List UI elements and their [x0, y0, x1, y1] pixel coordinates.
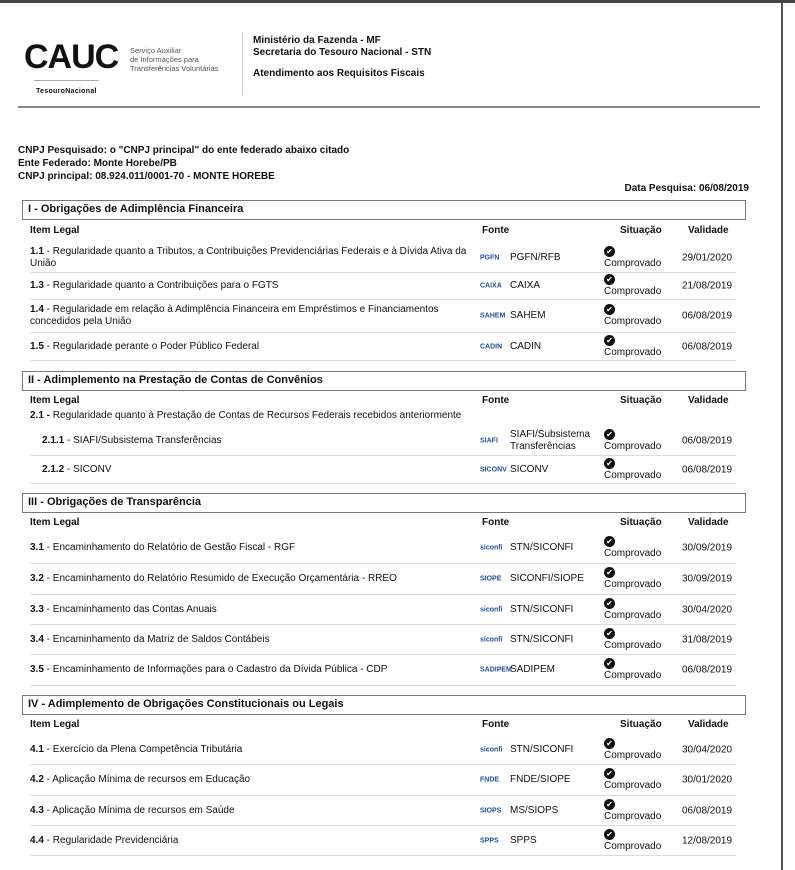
source-logo-icon: siconfi	[480, 544, 503, 552]
table-row: 1.5 - Regularidade perante o Poder Público Federal CADIN CADIN ✔ Comprovado 06/08/2019	[30, 333, 736, 361]
source-logo-icon: SIAFI	[480, 437, 498, 444]
source-logo-icon: siconfi	[480, 636, 503, 643]
source-logo-icon: siconfi	[480, 746, 503, 753]
status: ✔ Comprovado	[604, 246, 662, 269]
status: ✔ Comprovado	[604, 598, 662, 621]
table-row: 4.4 - Regularidade Previdenciária SPPS SPPS ✔ Comprovado 12/08/2019	[30, 826, 736, 856]
section-header: I - Obrigações de Adimplência Financeira	[22, 200, 746, 220]
source-logo-icon: SIOPE	[480, 575, 502, 583]
table-row: 2.1.1 - SIAFI/Subsistema Transferências SIAFI SIAFI/Subsistema Transferências ✔ Comprovado 06/08/2019	[30, 426, 736, 456]
status: ✔ Comprovado	[604, 799, 662, 822]
section-header: III - Obrigações de Transparência	[22, 493, 746, 513]
check-circle-icon: ✔	[604, 738, 615, 749]
source-logo-icon: PGFN	[480, 254, 500, 261]
status: ✔ Comprovado	[604, 537, 662, 559]
entity-info: CNPJ Pesquisado: o "CNPJ principal" do ente federado abaixo citado Ente Federado: Monte Horebe/PB CNPJ principal: 08.924.011/0001-70 - MONTE HOREBE	[18, 145, 350, 182]
check-circle-icon: ✔	[604, 429, 615, 440]
status: ✔ Comprovado	[604, 305, 662, 327]
table-row: 1.1 - Regularidade quanto a Tributos, a Contribuições Previdenciárias Federais e à Dívida Ativa da União PGFN PGFN/RFB ✔ Comprovado 29/01/2020	[30, 243, 736, 273]
status: ✔ Comprovado	[604, 335, 662, 358]
check-circle-icon: ✔	[604, 567, 615, 578]
source-logo-icon: CADIN	[480, 343, 503, 350]
table-row: 1.3 - Regularidade quanto a Contribuições para o FGTS CAIXA CAIXA ✔ Comprovado 21/08/2019	[30, 273, 736, 300]
table-row: 4.1 - Exercício da Plena Competência Tributária siconfi STN/SICONFI ✔ Comprovado 30/04/2020	[30, 735, 736, 765]
source-logo-icon: SIOPS	[480, 807, 502, 814]
check-circle-icon: ✔	[604, 304, 615, 315]
page-title: Atendimento aos Requisitos Fiscais	[253, 68, 425, 79]
status: ✔ Comprovado	[604, 429, 662, 452]
table-row: 4.2 - Aplicação Mínima de recursos em Educação FNDE FNDE/SIOPE ✔ Comprovado 30/01/2020	[30, 765, 736, 796]
column-headers: Item Legal Fonte Situação Validade	[30, 395, 729, 406]
status: ✔ Comprovado	[604, 275, 662, 297]
check-circle-icon: ✔	[604, 246, 615, 257]
table-row: 4.3 - Aplicação Mínima de recursos em Saúde SIOPS MS/SIOPS ✔ Comprovado 06/08/2019	[30, 796, 736, 826]
table-row: 3.5 - Encaminhamento de Informações para o Cadastro da Dívida Pública - CDP SADIPEM SADIPEM ✔ Comprovado 06/08/2019	[30, 655, 736, 686]
source-logo-icon: SAHEM	[480, 312, 506, 320]
column-headers: Item Legal Fonte Situação Validade	[30, 719, 729, 730]
source-logo-icon: CAIXA	[480, 282, 502, 290]
table-row: 2.1.2 - SICONV SICONV SICONV ✔ Comprovado 06/08/2019	[30, 456, 736, 484]
check-circle-icon: ✔	[604, 598, 615, 609]
source-logo-icon: FNDE	[480, 776, 500, 784]
subheading: 2.1 - Regularidade quanto à Prestação de Contas de Recursos Federais recebidos anteriormente	[30, 410, 462, 421]
status: ✔ Comprovado	[604, 659, 662, 681]
status: ✔ Comprovado	[604, 829, 662, 852]
check-circle-icon: ✔	[604, 335, 615, 346]
source-logo-icon: SPPS	[480, 837, 499, 844]
search-date: Data Pesquisa: 06/08/2019	[624, 183, 749, 194]
table-row: 3.1 - Encaminhamento do Relatório de Gestão Fiscal - RGF siconfi STN/SICONFI ✔ Comprovado 30/09/2019	[30, 533, 736, 564]
table-row: 3.3 - Encaminhamento das Contas Anuais siconfi STN/SICONFI ✔ Comprovado 30/04/2020	[30, 595, 736, 625]
status: ✔ Comprovado	[604, 458, 662, 481]
source-logo-icon: siconfi	[480, 606, 503, 613]
status: ✔ Comprovado	[604, 568, 662, 590]
ministry-info: Ministério da Fazenda - MF Secretaria do Tesouro Nacional - STN Atendimento aos Requisitos Fiscais	[253, 35, 432, 79]
table-row: 3.2 - Encaminhamento do Relatório Resumido de Execução Orçamentária - RREO SIOPE SICONFI/SIOPE ✔ Comprovado 30/09/2019	[30, 564, 736, 595]
status: ✔ Comprovado	[604, 628, 662, 651]
source-logo-icon: SICONV	[480, 466, 507, 473]
check-circle-icon: ✔	[604, 536, 615, 547]
section-header: II - Adimplemento na Prestação de Contas de Convênios	[22, 371, 746, 391]
document-header: CAUC Serviço Auxiliar de Informações para Transferências Voluntárias TesouroNacional Ministério da Fazenda - MF Secretaria do Tesouro Nacional - STN Atendimento aos Requisitos Fiscais	[24, 35, 432, 95]
status: ✔ Comprovado	[604, 738, 662, 761]
check-circle-icon: ✔	[604, 829, 615, 840]
check-circle-icon: ✔	[604, 274, 615, 285]
check-circle-icon: ✔	[604, 458, 615, 469]
column-headers: Item Legal Fonte Situação Validade	[30, 225, 729, 236]
check-circle-icon: ✔	[604, 658, 615, 669]
status: ✔ Comprovado	[604, 769, 662, 791]
table-row: 1.4 - Regularidade em relação à Adimplência Financeira em Empréstimos e Financiamentos concedidos pela União SAHEM SAHEM ✔ Comprovado 06/08/2019	[30, 300, 736, 333]
source-logo-icon: SADIPEM	[480, 666, 512, 674]
check-circle-icon: ✔	[604, 768, 615, 779]
check-circle-icon: ✔	[604, 628, 615, 639]
column-headers: Item Legal Fonte Situação Validade	[30, 517, 729, 528]
table-row: 3.4 - Encaminhamento da Matriz de Saldos Contábeis siconfi STN/SICONFI ✔ Comprovado 31/08/2019	[30, 625, 736, 655]
section-header: IV - Adimplemento de Obrigações Constitucionais ou Legais	[22, 695, 746, 715]
scrollbar[interactable]	[781, 3, 795, 870]
check-circle-icon: ✔	[604, 799, 615, 810]
